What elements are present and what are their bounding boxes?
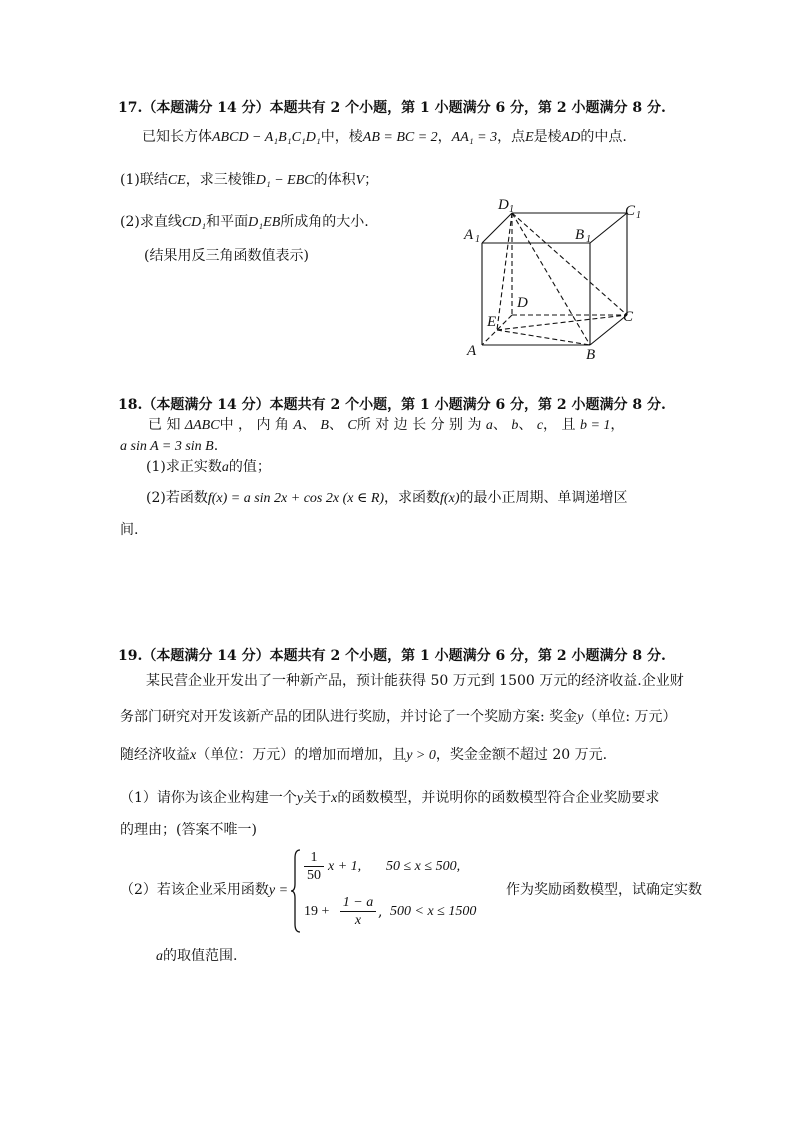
q18-header: 18.（本题满分 14 分）本题共有 2 个小题，第 1 小题满分 6 分，第 2 小题满分 8 分.: [118, 397, 666, 413]
label-b: B: [586, 347, 596, 363]
piecewise-function: [290, 848, 480, 934]
math-function: f(x) = a sin 2x + cos 2x (x ∈ R): [207, 491, 385, 506]
frac-den: 50: [307, 868, 321, 883]
math-ab: AB = BC = 2: [362, 130, 438, 145]
text: ；: [364, 172, 379, 188]
label-e: E: [487, 314, 497, 330]
text: 的中点.: [580, 129, 627, 145]
math-fx: f(x): [440, 491, 460, 506]
math-cd1: CD₁: [181, 215, 207, 230]
math-ad: AD: [561, 130, 581, 145]
q19-line1: 某民营企业开发出了一种新产品，预计能获得 50 万元到 1500 万元的经济收益.企业财: [146, 673, 684, 689]
text: 是棱: [533, 129, 562, 145]
text: （1）请你为该企业构建一个: [120, 790, 297, 806]
text: 的函数模型，并说明你的函数模型符合企业奖励要求: [337, 790, 660, 806]
math-b-eq-1: b = 1: [579, 418, 611, 433]
math-cuboid: ABCD − A₁B₁C₁D₁: [212, 130, 321, 145]
math-A: A: [293, 418, 302, 433]
q17-header: 17.（本题满分 14 分）本题共有 2 个小题，第 1 小题满分 6 分，第 2 小题满分 8 分.: [118, 100, 666, 116]
text: 的值；: [228, 459, 271, 475]
piece-1-cond: 50 ≤ x ≤ 500,: [386, 859, 461, 874]
text: 的取值范围.: [163, 948, 238, 964]
q17-part2: [120, 212, 369, 233]
math-plane: D₁EB: [248, 215, 281, 230]
cuboid-figure: [460, 195, 660, 365]
q18-part2: [146, 488, 627, 509]
math-a: a: [221, 460, 229, 475]
math-aa1: AA₁ = 3: [451, 130, 498, 145]
frac-den: x: [354, 913, 362, 928]
math-tetra: D₁ − EBC: [255, 173, 314, 188]
label-d1-sub: 1: [509, 204, 514, 215]
text: 中 ， 内 角: [219, 417, 289, 433]
q18-stem-line1: [148, 415, 624, 436]
text: ，求函数: [384, 490, 441, 506]
math-ce: CE: [167, 173, 186, 188]
q19-line2: [120, 707, 677, 728]
text: 、: [301, 417, 316, 433]
text: 、: [492, 417, 507, 433]
q17-part1: [120, 170, 378, 191]
text: ，: [610, 417, 625, 433]
label-a1: A: [464, 227, 474, 243]
q19-line3: [120, 745, 607, 766]
text: （2）若该企业采用函数: [120, 882, 269, 898]
label-a: A: [467, 343, 477, 359]
math-a: a: [485, 418, 493, 433]
piece-2-cond: 500 < x ≤ 1500: [390, 904, 477, 919]
label-d: D: [517, 295, 528, 311]
q18-part1: [146, 457, 271, 478]
text: 、: [518, 417, 533, 433]
text: 和平面: [206, 214, 249, 230]
q18-stem-line2: [120, 436, 218, 457]
text: 中，棱: [320, 129, 363, 145]
piece-2-comma: ,: [378, 904, 383, 920]
math-y: y: [296, 791, 304, 806]
label-c1: C: [625, 203, 636, 219]
label-c1-sub: 1: [636, 210, 641, 221]
text: 的体积: [313, 172, 356, 188]
text: (2)求直线: [120, 214, 182, 230]
text: ，奖金金额不超过 20 万元.: [435, 747, 608, 763]
text: 务部门研究对开发该新产品的团队进行奖励，并讨论了一个奖励方案: 奖金: [120, 709, 578, 725]
math-b: b: [511, 418, 519, 433]
math-C: C: [347, 418, 357, 433]
text: (1)求正实数: [146, 459, 222, 475]
text: 、: [328, 417, 343, 433]
math-y-eq: y =: [268, 883, 289, 898]
math-c: c: [536, 418, 544, 433]
text: 随经济收益: [120, 747, 190, 763]
text: ， 且: [543, 417, 576, 433]
frac-num: 1: [304, 850, 324, 867]
label-b1: B: [575, 227, 585, 243]
text: 已知长方体: [142, 129, 212, 145]
text: (2)若函数: [146, 490, 208, 506]
text: ，: [437, 129, 452, 145]
q17-stem: [142, 127, 627, 148]
piece-2-prefix: 19 +: [304, 904, 330, 919]
math-B: B: [320, 418, 329, 433]
math-equation: a sin A = 3 sin B: [120, 439, 214, 454]
math-x: x: [331, 791, 338, 806]
text: (1)联结: [120, 172, 168, 188]
math-y-gt-0: y > 0: [406, 748, 436, 763]
fraction-1-50: [304, 850, 324, 884]
text: （单位: 万元）: [583, 709, 677, 725]
brace: [290, 848, 302, 934]
q19-part2: [120, 880, 288, 901]
q19-part2-tail: 作为奖励函数模型，试确定实数: [506, 882, 702, 898]
math-e: E: [525, 130, 534, 145]
label-d1: D: [498, 197, 509, 213]
text: 已 知: [148, 417, 181, 433]
text: 所成角的大小.: [280, 214, 369, 230]
label-a1-sub: 1: [475, 234, 480, 245]
fraction-1-a-x: [340, 894, 376, 930]
q19-part1: [120, 788, 659, 809]
label-c: C: [623, 309, 634, 325]
text: ，求三棱锥: [185, 172, 256, 188]
math-y: y: [577, 710, 584, 725]
q19-part1-cont: 的理由；(答案不唯一): [120, 822, 257, 838]
frac-num: 1 − a: [340, 894, 376, 912]
q19-part2-cont: [156, 946, 237, 967]
math-triangle: ΔABC: [184, 418, 220, 433]
text: 关于: [303, 790, 332, 806]
q19-header: 19.（本题满分 14 分）本题共有 2 个小题，第 1 小题满分 6 分，第 2 小题满分 8 分.: [118, 648, 666, 664]
text: .: [213, 438, 219, 454]
text: 的最小正周期、单调递增区: [459, 490, 628, 506]
math-a: a: [156, 949, 163, 964]
q17-note: (结果用反三角函数值表示): [144, 248, 309, 264]
piece-1-expr: x + 1,: [328, 859, 362, 874]
text: （单位：万元）的增加而增加，且: [196, 747, 407, 763]
math-x: x: [190, 748, 197, 763]
text: ，点: [497, 129, 526, 145]
q18-part2-cont: 间.: [120, 522, 139, 538]
math-v: V: [355, 173, 365, 188]
label-b1-sub: 1: [586, 234, 591, 245]
text: 所 对 边 长 分 别 为: [356, 417, 482, 433]
